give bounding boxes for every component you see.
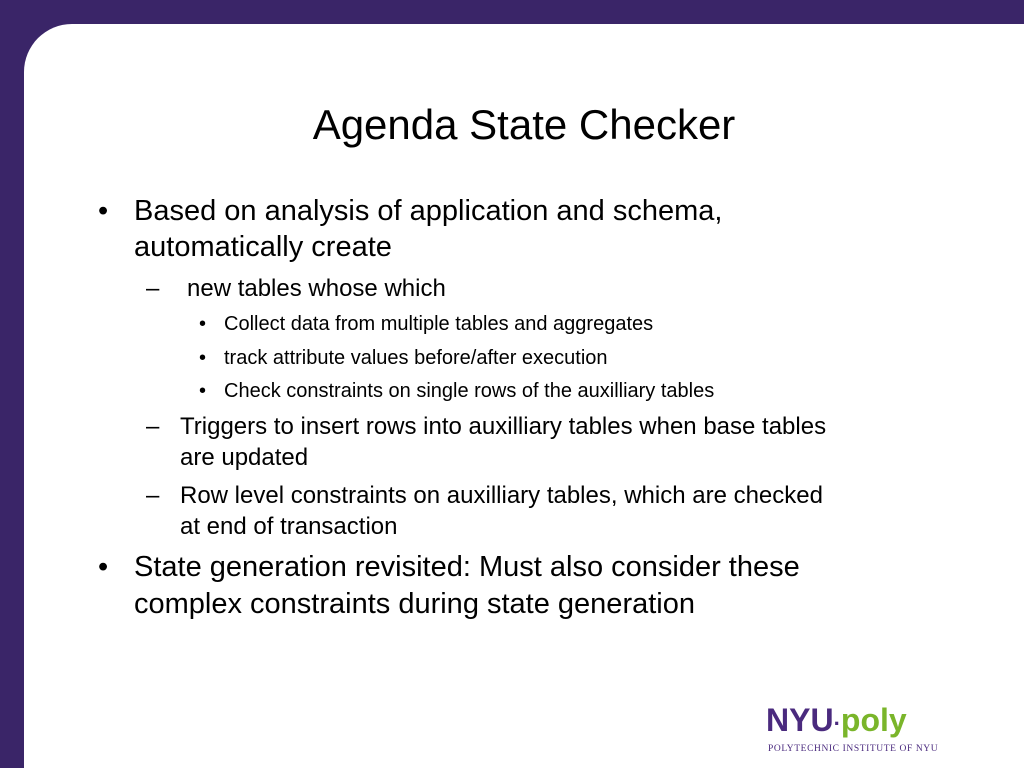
sub-bullet-text: new tables whose which bbox=[187, 275, 446, 302]
sub-bullet-text: Row level constraints on auxilliary tables, which are checked bbox=[180, 482, 823, 509]
sub-bullet-text-continued: at end of transaction bbox=[180, 513, 398, 540]
sub-bullet-marker: – bbox=[146, 413, 160, 440]
sub-bullet-marker: – bbox=[146, 275, 160, 302]
sub-bullet-marker: – bbox=[146, 482, 160, 509]
bullet-text: Based on analysis of application and schema, bbox=[134, 195, 723, 227]
sub-sub-bullet-text: track attribute values before/after execution bbox=[224, 347, 608, 369]
bullet-marker: • bbox=[98, 551, 109, 583]
logo-nyu: NYU bbox=[766, 702, 834, 738]
sub-sub-bullet-text: Check constraints on single rows of the auxilliary tables bbox=[224, 380, 715, 402]
bullet-text-continued: complex constraints during state generation bbox=[134, 588, 695, 620]
bullet-marker: • bbox=[98, 195, 109, 227]
bullet-text: State generation revisited: Must also consider these bbox=[134, 551, 800, 583]
nyu-poly-logo bbox=[766, 700, 956, 760]
logo-poly: poly bbox=[840, 702, 907, 738]
logo-subtitle: POLYTECHNIC INSTITUTE OF NYU bbox=[768, 744, 939, 754]
sub-sub-bullet-marker: • bbox=[199, 380, 207, 402]
sub-sub-bullet-marker: • bbox=[199, 347, 207, 369]
bullet-text-continued: automatically create bbox=[134, 231, 392, 263]
logo-wordmark bbox=[766, 700, 907, 744]
sub-bullet-text: Triggers to insert rows into auxilliary tables when base tables bbox=[180, 413, 827, 440]
sub-sub-bullet-marker: • bbox=[199, 313, 207, 335]
sub-sub-bullet-text: Collect data from multiple tables and aggregates bbox=[224, 313, 654, 335]
sub-bullet-text-continued: are updated bbox=[180, 444, 309, 471]
logo-dot: · bbox=[833, 711, 841, 736]
slide-title: Agenda State Checker bbox=[312, 101, 736, 148]
